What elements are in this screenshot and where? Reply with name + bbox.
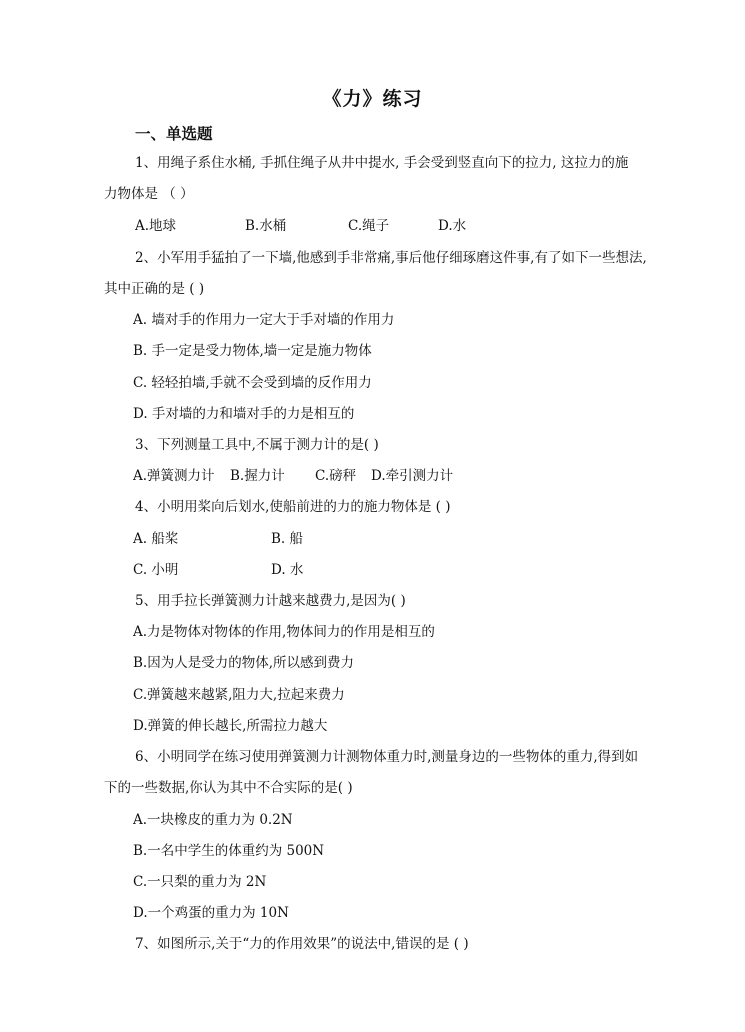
q2-option-c: C. 轻轻拍墙,手就不会受到墙的反作用力 xyxy=(133,375,372,391)
q2-option-d: D. 手对墙的力和墙对手的力是相互的 xyxy=(133,406,355,422)
q1-option-a: A.地球 xyxy=(135,218,177,234)
q1-stem-line1: 1、用绳子系住水桶, 手抓住绳子从井中提水, 手会受到竖直向下的拉力, 这拉力的施 xyxy=(135,155,629,171)
q4-option-b: B. 船 xyxy=(271,531,304,547)
q3-option-c: C.磅秤 xyxy=(315,468,357,484)
document-title: 《力》练习 xyxy=(322,88,423,110)
q1-option-d: D.水 xyxy=(438,218,467,234)
q6-stem-line2: 下的一些数据,你认为其中不合实际的是( ) xyxy=(104,780,353,796)
q5-stem: 5、用手拉长弹簧测力计越来越费力,是因为( ) xyxy=(135,593,406,609)
q6-stem-line1: 6、小明同学在练习使用弹簧测力计测物体重力时,测量身边的一些物体的重力,得到如 xyxy=(135,749,639,765)
q4-options-row-1 xyxy=(0,529,745,549)
q6-option-b: B.一名中学生的体重约为 500N xyxy=(133,843,325,859)
q5-option-d: D.弹簧的伸长越长,所需拉力越大 xyxy=(133,718,328,734)
q2-stem-line1: 2、小军用手猛拍了一下墙,他感到手非常痛,事后他仔细琢磨这件事,有了如下一些想法, xyxy=(135,250,647,266)
q3-option-d: D.牵引测力计 xyxy=(371,468,454,484)
q4-options-row-2 xyxy=(0,560,745,580)
q6-option-d: D.一个鸡蛋的重力为 10N xyxy=(133,905,289,921)
q1-option-c: C.绳子 xyxy=(348,218,390,234)
q4-stem: 4、小明用桨向后划水,使船前进的力的施力物体是 ( ) xyxy=(135,499,451,515)
q5-option-b: B.因为人是受力的物体,所以感到费力 xyxy=(133,655,355,671)
q4-option-c: C. 小明 xyxy=(133,562,179,578)
q1-stem-line2: 力物体是 （ ） xyxy=(104,186,194,202)
q4-option-a: A. 船桨 xyxy=(133,531,179,547)
q5-option-a: A.力是物体对物体的作用,物体间力的作用是相互的 xyxy=(133,624,435,640)
q3-option-a: A.弹簧测力计 xyxy=(133,468,215,484)
q6-option-c: C.一只梨的重力为 2N xyxy=(133,874,267,890)
q2-option-b: B. 手一定是受力物体,墙一定是施力物体 xyxy=(133,343,372,359)
q1-option-b: B.水桶 xyxy=(245,218,287,234)
q7-stem: 7、如图所示,关于“力的作用效果”的说法中,错误的是 ( ) xyxy=(135,936,469,952)
q4-option-d: D. 水 xyxy=(271,562,304,578)
q5-option-c: C.弹簧越来越紧,阻力大,拉起来费力 xyxy=(133,687,345,703)
section-heading: 一、单选题 xyxy=(135,124,213,143)
q3-option-b: B.握力计 xyxy=(230,468,285,484)
q3-options-row xyxy=(0,466,745,486)
q2-option-a: A. 墙对手的作用力一定大于手对墙的作用力 xyxy=(133,312,395,328)
q3-stem: 3、下列测量工具中,不属于测力计的是( ) xyxy=(135,437,379,453)
q2-stem-line2: 其中正确的是 ( ) xyxy=(104,281,205,297)
q6-option-a: A.一块橡皮的重力为 0.2N xyxy=(133,812,293,828)
q1-options-row xyxy=(0,216,745,236)
